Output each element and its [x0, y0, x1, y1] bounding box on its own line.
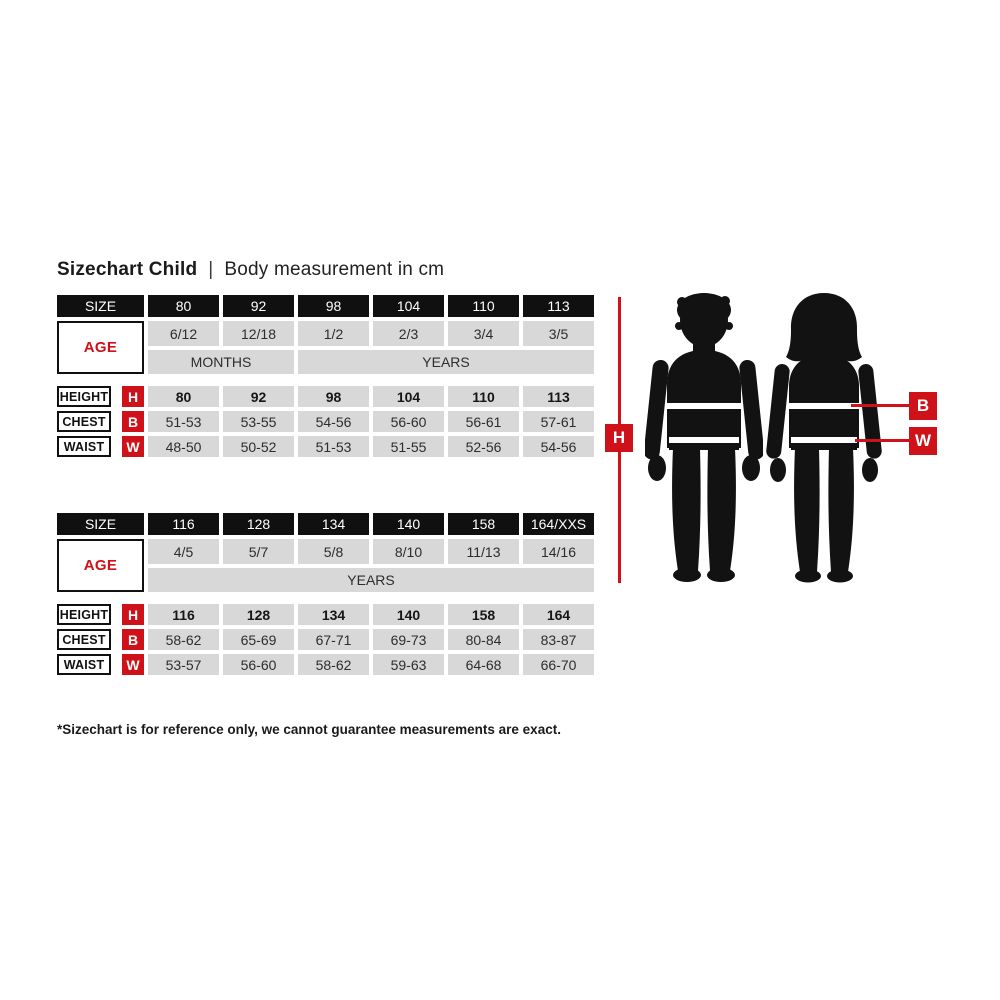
size-value-cell: 104 — [373, 295, 444, 317]
age-value-cell: 6/12 — [148, 321, 219, 346]
size-value-cell: 128 — [223, 513, 294, 535]
height-value-cell: 104 — [373, 386, 444, 407]
boy-ear-left — [675, 322, 683, 330]
h-mini-badge: H — [122, 604, 144, 625]
chest-indicator-line — [851, 404, 911, 407]
waist-value-cell: 51-55 — [373, 436, 444, 457]
boy-waist-line — [669, 437, 739, 443]
height-value-cell: 98 — [298, 386, 369, 407]
boy-hand-left — [648, 455, 666, 481]
girl-leg-right — [828, 448, 854, 572]
boy-ear-right — [725, 322, 733, 330]
chest-value-cell: 56-61 — [448, 411, 519, 432]
age-label: AGE — [57, 539, 144, 592]
age-label: AGE — [57, 321, 144, 374]
boy-chest-line — [667, 403, 741, 409]
height-value-cell: 164 — [523, 604, 594, 625]
size-value-cell: 164/XXS — [523, 513, 594, 535]
size-header: SIZE — [57, 513, 144, 535]
chest-value-cell: 51-53 — [148, 411, 219, 432]
height-value-cell: 128 — [223, 604, 294, 625]
chest-label-group — [57, 411, 144, 432]
size-value-cell: 116 — [148, 513, 219, 535]
waist-label: WAIST — [57, 436, 111, 457]
waist-value-cell: 64-68 — [448, 654, 519, 675]
sizechart-table-large — [57, 513, 594, 675]
size-value-cell: 134 — [298, 513, 369, 535]
chest-value-cell: 57-61 — [523, 411, 594, 432]
size-value-cell: 92 — [223, 295, 294, 317]
height-label-group — [57, 386, 144, 407]
waist-label-group — [57, 654, 144, 675]
waist-value-cell: 48-50 — [148, 436, 219, 457]
girl-silhouette — [763, 288, 885, 588]
age-value-cell: 8/10 — [373, 539, 444, 564]
boy-foot-right — [707, 568, 735, 582]
girl-foot-left — [795, 570, 821, 583]
size-value-cell: 110 — [448, 295, 519, 317]
chest-value-cell: 65-69 — [223, 629, 294, 650]
age-value-cell: 3/5 — [523, 321, 594, 346]
age-value-cell: 3/4 — [448, 321, 519, 346]
age-value-cell: 4/5 — [148, 539, 219, 564]
title-subtitle: Body measurement in cm — [224, 259, 445, 280]
period-cell: MONTHS — [148, 350, 294, 374]
waist-value-cell: 51-53 — [298, 436, 369, 457]
chest-value-cell: 56-60 — [373, 411, 444, 432]
height-value-cell: 158 — [448, 604, 519, 625]
height-label-group — [57, 604, 144, 625]
height-label: HEIGHT — [57, 604, 111, 625]
girl-chest-line — [789, 403, 859, 409]
w-mini-badge: W — [122, 436, 144, 457]
chest-badge: B — [909, 392, 937, 420]
age-value-cell: 11/13 — [448, 539, 519, 564]
boy-head — [680, 293, 728, 347]
waist-value-cell: 59-63 — [373, 654, 444, 675]
period-cell: YEARS — [298, 350, 594, 374]
girl-foot-right — [827, 570, 853, 583]
age-value-cell: 1/2 — [298, 321, 369, 346]
size-value-cell: 140 — [373, 513, 444, 535]
age-value-cell: 5/8 — [298, 539, 369, 564]
b-mini-badge: B — [122, 411, 144, 432]
chest-value-cell: 54-56 — [298, 411, 369, 432]
title-main: Sizechart Child — [57, 259, 198, 280]
age-value-cell: 2/3 — [373, 321, 444, 346]
waist-label: WAIST — [57, 654, 111, 675]
chest-value-cell: 83-87 — [523, 629, 594, 650]
period-cell: YEARS — [148, 568, 594, 592]
page-title — [57, 259, 444, 281]
waist-value-cell: 56-60 — [223, 654, 294, 675]
boy-leg-left — [672, 448, 701, 571]
height-value-cell: 134 — [298, 604, 369, 625]
chest-label: CHEST — [57, 629, 111, 650]
age-value-cell: 14/16 — [523, 539, 594, 564]
size-header: SIZE — [57, 295, 144, 317]
chest-label: CHEST — [57, 411, 111, 432]
height-value-cell: 92 — [223, 386, 294, 407]
b-mini-badge: B — [122, 629, 144, 650]
waist-value-cell: 52-56 — [448, 436, 519, 457]
size-value-cell: 80 — [148, 295, 219, 317]
w-mini-badge: W — [122, 654, 144, 675]
boy-hand-right — [742, 455, 760, 481]
boy-silhouette — [645, 288, 763, 588]
title-separator: | — [208, 259, 214, 280]
size-value-cell: 98 — [298, 295, 369, 317]
waist-value-cell: 58-62 — [298, 654, 369, 675]
waist-value-cell: 54-56 — [523, 436, 594, 457]
size-value-cell: 113 — [523, 295, 594, 317]
boy-foot-left — [673, 568, 701, 582]
height-value-cell: 80 — [148, 386, 219, 407]
chest-label-group — [57, 629, 144, 650]
sizechart-table-small — [57, 295, 594, 457]
waist-value-cell: 50-52 — [223, 436, 294, 457]
waist-label-group — [57, 436, 144, 457]
girl-head — [804, 301, 844, 347]
height-label: HEIGHT — [57, 386, 111, 407]
girl-hand-left — [770, 458, 786, 482]
height-value-cell: 116 — [148, 604, 219, 625]
height-value-cell: 140 — [373, 604, 444, 625]
age-value-cell: 12/18 — [223, 321, 294, 346]
chest-value-cell: 58-62 — [148, 629, 219, 650]
h-mini-badge: H — [122, 386, 144, 407]
waist-value-cell: 66-70 — [523, 654, 594, 675]
waist-value-cell: 53-57 — [148, 654, 219, 675]
height-value-cell: 113 — [523, 386, 594, 407]
boy-leg-right — [707, 448, 736, 571]
girl-hand-right — [862, 458, 878, 482]
size-value-cell: 158 — [448, 513, 519, 535]
height-badge: H — [605, 424, 633, 452]
height-value-cell: 110 — [448, 386, 519, 407]
girl-waist-line — [791, 437, 857, 443]
waist-indicator-line — [855, 439, 911, 442]
chest-value-cell: 53-55 — [223, 411, 294, 432]
girl-leg-left — [794, 448, 820, 572]
footnote: *Sizechart is for reference only, we cannot guarantee measurements are exact. — [57, 722, 561, 737]
chest-value-cell: 80-84 — [448, 629, 519, 650]
chest-value-cell: 67-71 — [298, 629, 369, 650]
chest-value-cell: 69-73 — [373, 629, 444, 650]
waist-badge: W — [909, 427, 937, 455]
age-value-cell: 5/7 — [223, 539, 294, 564]
